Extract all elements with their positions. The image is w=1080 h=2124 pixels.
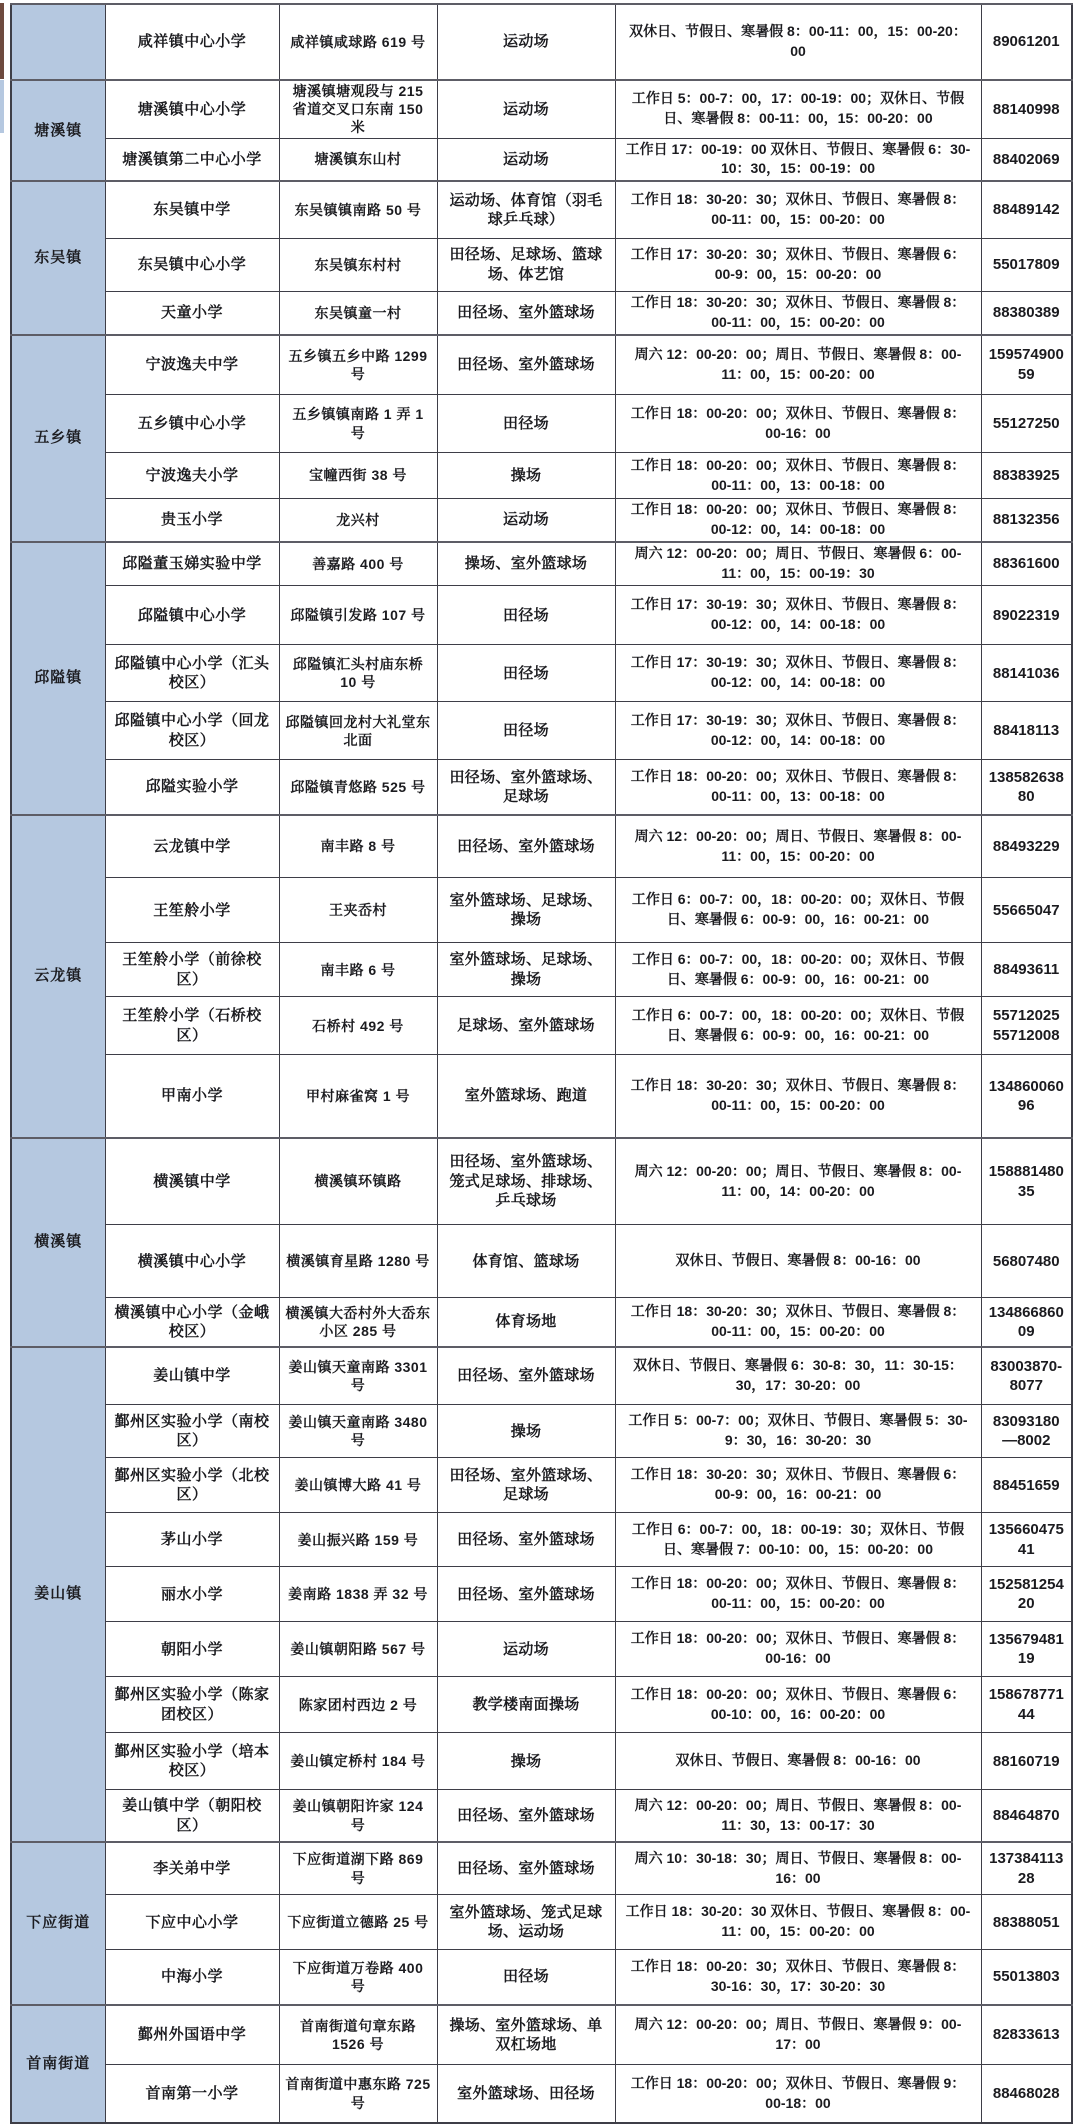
- open-facility-cell: 田径场、室外篮球场、足球场: [437, 760, 615, 815]
- open-hours-cell: 工作日 5：00-7：00；双休日、节假日、寒暑假 5：30-9：30，16：30-20：30: [615, 1405, 981, 1458]
- address-cell: 姜山镇天童南路 3480 号: [279, 1405, 437, 1458]
- open-facility-cell: 田径场、室外篮球场: [437, 1790, 615, 1842]
- town-cell: 东吴镇: [11, 181, 105, 334]
- phone-number-cell: 89022319: [981, 586, 1072, 645]
- phone-number-cell: 88489142: [981, 181, 1072, 238]
- address-cell: 邱隘镇引发路 107 号: [279, 586, 437, 645]
- open-facility-cell: 操场、室外篮球场、单双杠场地: [437, 2005, 615, 2065]
- left-edge-crop-sliver-dark: [0, 3, 4, 79]
- open-hours-cell: 周六 12：00-20：00；周日、节假日、寒暑假 6：00-11：00，15：00-19：30: [615, 542, 981, 586]
- school-name-cell: 王笙舲小学（石桥校区）: [105, 997, 279, 1055]
- phone-number-cell: 15888148035: [981, 1138, 1072, 1225]
- school-name-cell: 云龙镇中学: [105, 815, 279, 878]
- open-facility-cell: 体育场地: [437, 1298, 615, 1347]
- school-name-cell: 东吴镇中心小学: [105, 238, 279, 291]
- address-cell: 横溪镇环镇路: [279, 1138, 437, 1225]
- open-facility-cell: 操场: [437, 1405, 615, 1458]
- school-name-cell: 东吴镇中学: [105, 181, 279, 238]
- table-row: [11, 1055, 1072, 1138]
- table-row: [11, 1733, 1072, 1790]
- address-cell: 姜南路 1838 弄 32 号: [279, 1567, 437, 1622]
- phone-number-cell: 83003870-8077: [981, 1347, 1072, 1405]
- open-facility-cell: 田径场、室外篮球场、笼式足球场、排球场、乒乓球场: [437, 1138, 615, 1225]
- open-hours-cell: 周六 12：00-20：00；周日、节假日、寒暑假 8：00-11：00，15：00-20：00: [615, 815, 981, 878]
- table-row: [11, 760, 1072, 815]
- phone-number-cell: 88402069: [981, 138, 1072, 181]
- open-hours-cell: 工作日 6：00-7：00，18：00-20：00；双休日、节假日、寒暑假 6：00-9：00，16：00-21：00: [615, 943, 981, 997]
- table-row: [11, 4, 1072, 80]
- school-name-cell: 甲南小学: [105, 1055, 279, 1138]
- open-hours-cell: 工作日 18：30-20：30；双休日、节假日、寒暑假 6：00-9：00，16：00-21：00: [615, 1458, 981, 1513]
- school-name-cell: 下应中心小学: [105, 1895, 279, 1950]
- table-row: [11, 943, 1072, 997]
- phone-number-cell: 15867877144: [981, 1677, 1072, 1733]
- school-name-cell: 宁波逸夫中学: [105, 335, 279, 395]
- open-facility-cell: 田径场、室外篮球场: [437, 335, 615, 395]
- open-facility-cell: 田径场、室外篮球场: [437, 1513, 615, 1567]
- school-name-cell: 王笙舲小学: [105, 878, 279, 943]
- open-facility-cell: 操场: [437, 1733, 615, 1790]
- phone-number-cell: 88451659: [981, 1458, 1072, 1513]
- school-name-cell: 茅山小学: [105, 1513, 279, 1567]
- open-hours-cell: 工作日 18：30-20：30；双休日、节假日、寒暑假 8：00-11：00，15：00-20：00: [615, 1055, 981, 1138]
- address-cell: 五乡镇五乡中路 1299 号: [279, 335, 437, 395]
- open-hours-cell: 周六 12：00-20：00；周日、节假日、寒暑假 8：00-11：00，15：00-20：00: [615, 335, 981, 395]
- table-row: [11, 645, 1072, 702]
- phone-number-cell: 13567948119: [981, 1622, 1072, 1677]
- open-hours-cell: 工作日 18：00-20：00；双休日、节假日、寒暑假 9：00-18：00: [615, 2065, 981, 2123]
- open-facility-cell: 田径场: [437, 395, 615, 453]
- phone-number-cell: 55013803: [981, 1950, 1072, 2005]
- open-hours-cell: 周六 12：00-20：00；周日、节假日、寒暑假 8：00-11：30，13：00-17：30: [615, 1790, 981, 1842]
- open-hours-cell: 工作日 17：30-19：30；双休日、节假日、寒暑假 8：00-12：00，14：00-18：00: [615, 702, 981, 760]
- table-row: [11, 2065, 1072, 2123]
- town-cell: 云龙镇: [11, 815, 105, 1138]
- address-cell: 南丰路 6 号: [279, 943, 437, 997]
- open-hours-cell: 工作日 18：00-20：00；双休日、节假日、寒暑假 8：00-12：00，14：00-18：00: [615, 499, 981, 542]
- open-facility-cell: 室外篮球场、足球场、操场: [437, 943, 615, 997]
- phone-number-cell: 88418113: [981, 702, 1072, 760]
- address-cell: 陈家团村西边 2 号: [279, 1677, 437, 1733]
- town-cell: 姜山镇: [11, 1347, 105, 1842]
- open-hours-cell: 工作日 18：30-20：30 双休日、节假日、寒暑假 8：00-11：00，15：00-20：00: [615, 1895, 981, 1950]
- open-hours-cell: 工作日 18：00-20：00；双休日、节假日、寒暑假 8：00-16：00: [615, 1622, 981, 1677]
- open-hours-cell: 工作日 18：00-20：00；双休日、节假日、寒暑假 8：00-11：00，13：00-18：00: [615, 760, 981, 815]
- school-name-cell: 咸祥镇中心小学: [105, 4, 279, 80]
- open-hours-cell: 周六 12：00-20：00；周日、节假日、寒暑假 8：00-11：00，14：00-20：00: [615, 1138, 981, 1225]
- table-row: [11, 335, 1072, 395]
- open-facility-cell: 田径场: [437, 702, 615, 760]
- open-hours-cell: 工作日 18：00-20：00；双休日、节假日、寒暑假 8：00-11：00，13：00-18：00: [615, 453, 981, 499]
- open-facility-cell: 室外篮球场、足球场、操场: [437, 878, 615, 943]
- open-hours-cell: 工作日 17：30-19：30；双休日、节假日、寒暑假 8：00-12：00，14：00-18：00: [615, 586, 981, 645]
- table-row: [11, 1790, 1072, 1842]
- address-cell: 邱隘镇汇头村庙东桥 10 号: [279, 645, 437, 702]
- open-facility-cell: 体育馆、篮球场: [437, 1225, 615, 1298]
- school-name-cell: 鄞州区实验小学（北校区）: [105, 1458, 279, 1513]
- table-row: [11, 702, 1072, 760]
- open-hours-cell: 周六 10：30-18：30；周日、节假日、寒暑假 8：00-16：00: [615, 1842, 981, 1895]
- phone-number-cell: 88160719: [981, 1733, 1072, 1790]
- table-row: [11, 542, 1072, 586]
- table-row: [11, 1225, 1072, 1298]
- table-row: [11, 2005, 1072, 2065]
- address-cell: 龙兴村: [279, 499, 437, 542]
- address-cell: 善嘉路 400 号: [279, 542, 437, 586]
- address-cell: 姜山振兴路 159 号: [279, 1513, 437, 1567]
- school-name-cell: 邱隘镇中心小学（回龙校区）: [105, 702, 279, 760]
- town-cell: 塘溪镇: [11, 80, 105, 181]
- phone-number-cell: 15957490059: [981, 335, 1072, 395]
- school-name-cell: 贵玉小学: [105, 499, 279, 542]
- open-hours-cell: 工作日 18：30-20：30；双休日、节假日、寒暑假 8：00-11：00，15：00-20：00: [615, 1298, 981, 1347]
- open-facility-cell: 田径场: [437, 586, 615, 645]
- school-name-cell: 邱隘镇中心小学（汇头校区）: [105, 645, 279, 702]
- school-name-cell: 李关弟中学: [105, 1842, 279, 1895]
- open-hours-cell: 双休日、节假日、寒暑假 8：00-16：00: [615, 1733, 981, 1790]
- open-facility-cell: 田径场: [437, 1950, 615, 2005]
- school-name-cell: 鄞州区实验小学（培本校区）: [105, 1733, 279, 1790]
- open-facility-cell: 田径场、室外篮球场: [437, 1842, 615, 1895]
- open-facility-cell: 运动场: [437, 80, 615, 138]
- phone-number-cell: 55712025 55712008: [981, 997, 1072, 1055]
- open-hours-cell: 工作日 17：30-19：30；双休日、节假日、寒暑假 8：00-12：00，14：00-18：00: [615, 645, 981, 702]
- address-cell: 下应街道立德路 25 号: [279, 1895, 437, 1950]
- address-cell: 下应街道湖下路 869 号: [279, 1842, 437, 1895]
- table-row: [11, 499, 1072, 542]
- open-hours-cell: 工作日 17：30-20：30；双休日、节假日、寒暑假 6：00-9：00，15：00-20：00: [615, 238, 981, 291]
- open-facility-cell: 田径场、室外篮球场: [437, 1567, 615, 1622]
- open-hours-cell: 工作日 18：00-20：00；双休日、节假日、寒暑假 6：00-10：00，16：00-20：00: [615, 1677, 981, 1733]
- address-cell: 首南街道句章东路 1526 号: [279, 2005, 437, 2065]
- table-row: [11, 80, 1072, 138]
- school-name-cell: 姜山镇中学: [105, 1347, 279, 1405]
- table-row: [11, 1895, 1072, 1950]
- phone-number-cell: 88493229: [981, 815, 1072, 878]
- table-row: [11, 1567, 1072, 1622]
- table-row: [11, 878, 1072, 943]
- phone-number-cell: 89061201: [981, 4, 1072, 80]
- address-cell: 南丰路 8 号: [279, 815, 437, 878]
- table-row: [11, 181, 1072, 238]
- open-hours-cell: 工作日 18：30-20：30；双休日、节假日、寒暑假 8：00-11：00，15：00-20：00: [615, 181, 981, 238]
- table-row: [11, 1458, 1072, 1513]
- phone-number-cell: 13566047541: [981, 1513, 1072, 1567]
- open-facility-cell: 室外篮球场、笼式足球场、运动场: [437, 1895, 615, 1950]
- address-cell: 塘溪镇塘观段与 215 省道交叉口东南 150 米: [279, 80, 437, 138]
- open-facility-cell: 室外篮球场、田径场: [437, 2065, 615, 2123]
- address-cell: 咸祥镇咸球路 619 号: [279, 4, 437, 80]
- school-name-cell: 横溪镇中学: [105, 1138, 279, 1225]
- open-facility-cell: 运动场、体育馆（羽毛球乒乓球）: [437, 181, 615, 238]
- phone-number-cell: 15258125420: [981, 1567, 1072, 1622]
- open-facility-cell: 教学楼南面操场: [437, 1677, 615, 1733]
- town-cell: 首南街道: [11, 2005, 105, 2123]
- table-row: [11, 238, 1072, 291]
- phone-number-cell: 88383925: [981, 453, 1072, 499]
- address-cell: 邱隘镇回龙村大礼堂东北面: [279, 702, 437, 760]
- address-cell: 姜山镇天童南路 3301 号: [279, 1347, 437, 1405]
- school-name-cell: 邱隘实验小学: [105, 760, 279, 815]
- open-facility-cell: 操场: [437, 453, 615, 499]
- school-name-cell: 鄞州区实验小学（陈家团校区）: [105, 1677, 279, 1733]
- open-hours-cell: 双休日、节假日、寒暑假 8：00-16：00: [615, 1225, 981, 1298]
- school-name-cell: 中海小学: [105, 1950, 279, 2005]
- table-row: [11, 1347, 1072, 1405]
- open-hours-cell: 工作日 18：00-20：30；双休日、节假日、寒暑假 8：30-16：30，17：30-20：30: [615, 1950, 981, 2005]
- table-row: [11, 395, 1072, 453]
- school-name-cell: 天童小学: [105, 291, 279, 334]
- school-name-cell: 五乡镇中心小学: [105, 395, 279, 453]
- phone-number-cell: 88468028: [981, 2065, 1072, 2123]
- open-hours-cell: 双休日、节假日、寒暑假 8：00-11：00，15：00-20：00: [615, 4, 981, 80]
- school-sports-facility-table: [10, 3, 1073, 2124]
- table-row: [11, 138, 1072, 181]
- phone-number-cell: 83093180—8002: [981, 1405, 1072, 1458]
- table-row: [11, 1298, 1072, 1347]
- open-facility-cell: 运动场: [437, 4, 615, 80]
- open-facility-cell: 田径场、室外篮球场: [437, 1347, 615, 1405]
- table-body: [11, 4, 1072, 2123]
- address-cell: 首南街道中惠东路 725 号: [279, 2065, 437, 2123]
- address-cell: 姜山镇博大路 41 号: [279, 1458, 437, 1513]
- phone-number-cell: 88361600: [981, 542, 1072, 586]
- open-facility-cell: 田径场、室外篮球场: [437, 815, 615, 878]
- open-facility-cell: 运动场: [437, 1622, 615, 1677]
- phone-number-cell: 55127250: [981, 395, 1072, 453]
- school-name-cell: 首南第一小学: [105, 2065, 279, 2123]
- address-cell: 横溪镇育星路 1280 号: [279, 1225, 437, 1298]
- address-cell: 塘溪镇东山村: [279, 138, 437, 181]
- address-cell: 横溪镇大岙村外大岙东小区 285 号: [279, 1298, 437, 1347]
- school-name-cell: 姜山镇中学（朝阳校区）: [105, 1790, 279, 1842]
- open-facility-cell: 运动场: [437, 138, 615, 181]
- open-hours-cell: 工作日 6：00-7：00，18：00-20：00；双休日、节假日、寒暑假 6：00-9：00，16：00-21：00: [615, 878, 981, 943]
- open-facility-cell: 田径场: [437, 645, 615, 702]
- school-name-cell: 邱隘董玉娣实验中学: [105, 542, 279, 586]
- school-name-cell: 塘溪镇中心小学: [105, 80, 279, 138]
- school-name-cell: 横溪镇中心小学: [105, 1225, 279, 1298]
- open-hours-cell: 双休日、节假日、寒暑假 6：30-8：30，11：30-15：30，17：30-20：00: [615, 1347, 981, 1405]
- open-facility-cell: 操场、室外篮球场: [437, 542, 615, 586]
- open-hours-cell: 工作日 18：00-20：00；双休日、节假日、寒暑假 8：00-11：00，15：00-20：00: [615, 1567, 981, 1622]
- school-name-cell: 邱隘镇中心小学: [105, 586, 279, 645]
- open-hours-cell: 工作日 6：00-7：00，18：00-19：30；双休日、节假日、寒暑假 7：00-10：00，15：00-20：00: [615, 1513, 981, 1567]
- school-name-cell: 鄞州区实验小学（南校区）: [105, 1405, 279, 1458]
- open-hours-cell: 周六 12：00-20：00；周日、节假日、寒暑假 9：00-17：00: [615, 2005, 981, 2065]
- address-cell: 东吴镇东村村: [279, 238, 437, 291]
- address-cell: 甲村麻雀窝 1 号: [279, 1055, 437, 1138]
- table-row: [11, 291, 1072, 334]
- table-row: [11, 1622, 1072, 1677]
- phone-number-cell: 55665047: [981, 878, 1072, 943]
- phone-number-cell: 13486686009: [981, 1298, 1072, 1347]
- school-name-cell: 鄞州外国语中学: [105, 2005, 279, 2065]
- table-row: [11, 453, 1072, 499]
- address-cell: 下应街道万卷路 400 号: [279, 1950, 437, 2005]
- address-cell: 石桥村 492 号: [279, 997, 437, 1055]
- table-row: [11, 997, 1072, 1055]
- open-facility-cell: 田径场、足球场、篮球场、体艺馆: [437, 238, 615, 291]
- open-hours-cell: 工作日 6：00-7：00，18：00-20：00；双休日、节假日、寒暑假 6：00-9：00，16：00-21：00: [615, 997, 981, 1055]
- table-row: [11, 1842, 1072, 1895]
- address-cell: 邱隘镇青悠路 525 号: [279, 760, 437, 815]
- school-name-cell: 宁波逸夫小学: [105, 453, 279, 499]
- open-facility-cell: 室外篮球场、跑道: [437, 1055, 615, 1138]
- town-cell: 横溪镇: [11, 1138, 105, 1347]
- address-cell: 姜山镇朝阳路 567 号: [279, 1622, 437, 1677]
- phone-number-cell: 88388051: [981, 1895, 1072, 1950]
- phone-number-cell: 88380389: [981, 291, 1072, 334]
- table-row: [11, 1405, 1072, 1458]
- town-cell: 下应街道: [11, 1842, 105, 2005]
- phone-number-cell: 88141036: [981, 645, 1072, 702]
- phone-number-cell: 82833613: [981, 2005, 1072, 2065]
- table-row: [11, 1138, 1072, 1225]
- address-cell: 姜山镇定桥村 184 号: [279, 1733, 437, 1790]
- table-row: [11, 1513, 1072, 1567]
- left-edge-crop-sliver-blue: [0, 80, 4, 133]
- town-cell: [11, 4, 105, 80]
- address-cell: 东吴镇镇南路 50 号: [279, 181, 437, 238]
- open-facility-cell: 运动场: [437, 499, 615, 542]
- open-hours-cell: 工作日 18：30-20：30；双休日、节假日、寒暑假 8：00-11：00，15：00-20：00: [615, 291, 981, 334]
- phone-number-cell: 56807480: [981, 1225, 1072, 1298]
- phone-number-cell: 13858263880: [981, 760, 1072, 815]
- open-hours-cell: 工作日 17：00-19：00 双休日、节假日、寒暑假 6：30-10：30，15：00-19：00: [615, 138, 981, 181]
- phone-number-cell: 55017809: [981, 238, 1072, 291]
- open-facility-cell: 足球场、室外篮球场: [437, 997, 615, 1055]
- table-row: [11, 815, 1072, 878]
- table-row: [11, 1950, 1072, 2005]
- open-facility-cell: 田径场、室外篮球场: [437, 291, 615, 334]
- address-cell: 五乡镇镇南路 1 弄 1 号: [279, 395, 437, 453]
- town-cell: 五乡镇: [11, 335, 105, 542]
- school-name-cell: 塘溪镇第二中心小学: [105, 138, 279, 181]
- town-cell: 邱隘镇: [11, 542, 105, 815]
- phone-number-cell: 13486006096: [981, 1055, 1072, 1138]
- phone-number-cell: 88140998: [981, 80, 1072, 138]
- school-name-cell: 丽水小学: [105, 1567, 279, 1622]
- address-cell: 宝幢西街 38 号: [279, 453, 437, 499]
- open-hours-cell: 工作日 18：00-20：00；双休日、节假日、寒暑假 8：00-16：00: [615, 395, 981, 453]
- phone-number-cell: 88464870: [981, 1790, 1072, 1842]
- phone-number-cell: 13738411328: [981, 1842, 1072, 1895]
- table-row: [11, 1677, 1072, 1733]
- phone-number-cell: 88493611: [981, 943, 1072, 997]
- open-facility-cell: 田径场、室外篮球场、足球场: [437, 1458, 615, 1513]
- address-cell: 东吴镇童一村: [279, 291, 437, 334]
- table-row: [11, 586, 1072, 645]
- school-name-cell: 朝阳小学: [105, 1622, 279, 1677]
- phone-number-cell: 88132356: [981, 499, 1072, 542]
- school-name-cell: 横溪镇中心小学（金峨校区）: [105, 1298, 279, 1347]
- open-hours-cell: 工作日 5：00-7：00，17：00-19：00；双休日、节假日、寒暑假 8：00-11：00，15：00-20：00: [615, 80, 981, 138]
- address-cell: 姜山镇朝阳许家 124 号: [279, 1790, 437, 1842]
- address-cell: 王夹岙村: [279, 878, 437, 943]
- school-name-cell: 王笙舲小学（前徐校区）: [105, 943, 279, 997]
